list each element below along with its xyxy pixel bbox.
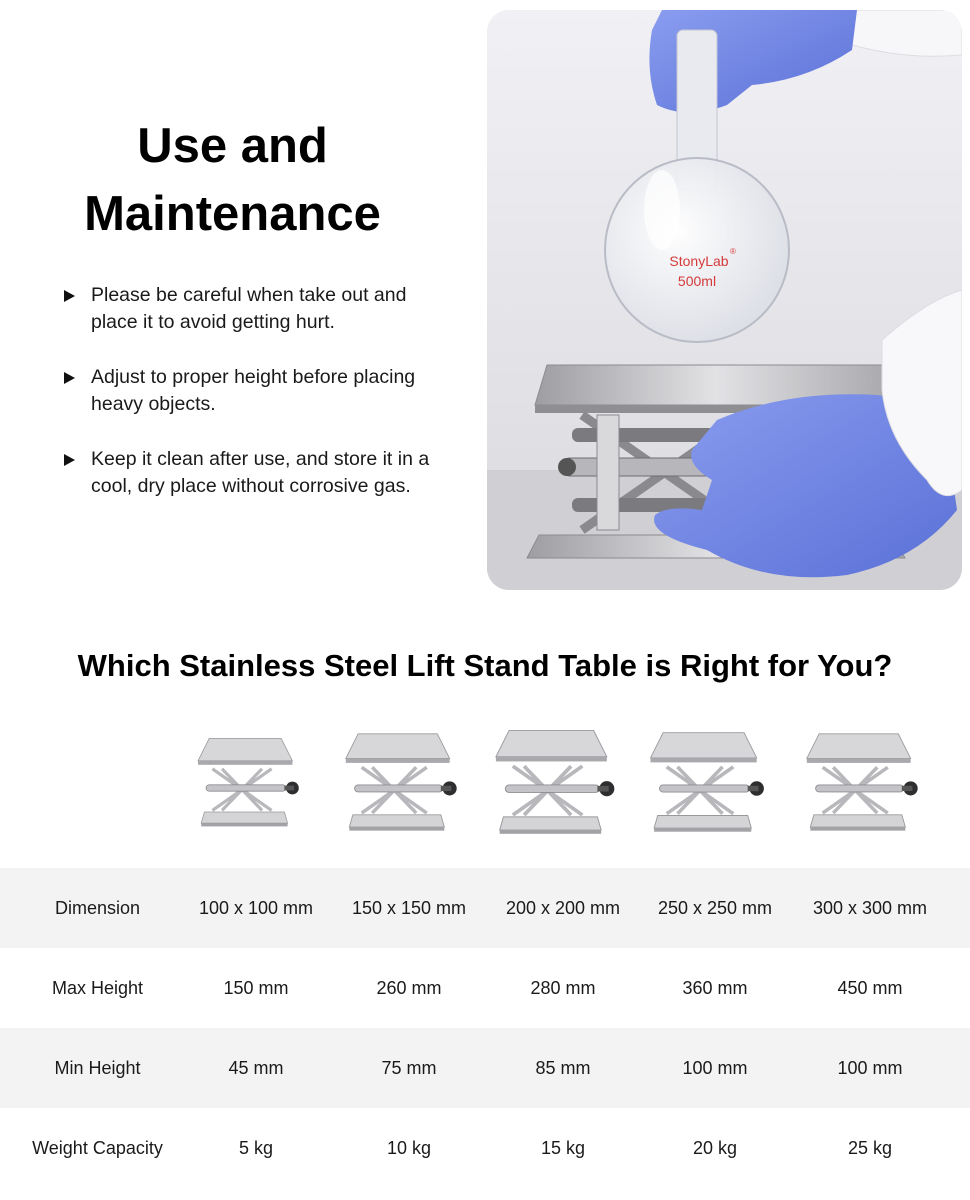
spec-value-cell: 360 mm — [682, 977, 748, 998]
spec-value-cell: 100 mm — [837, 1057, 903, 1078]
title-line-1: Use and — [137, 119, 328, 173]
triangle-bullet-icon — [64, 372, 75, 384]
tip-item — [62, 364, 452, 418]
spec-value-cell: 450 mm — [837, 977, 903, 998]
spec-value-cell: 200 x 200 mm — [505, 897, 621, 918]
spec-value-cell: 100 mm — [682, 1057, 748, 1078]
spec-row-label: Max Height — [51, 977, 144, 998]
spec-value-cell: 250 x 250 mm — [657, 897, 773, 918]
spec-comparison-table — [0, 868, 970, 1188]
tip-item — [62, 446, 452, 500]
spec-value-cell: 25 kg — [847, 1137, 893, 1158]
spec-value-cell: 150 x 150 mm — [351, 897, 467, 918]
spec-value-cell: 45 mm — [228, 1057, 284, 1078]
lab-jack-product-image — [639, 715, 791, 855]
maintenance-tips-list — [62, 282, 452, 500]
lab-jack-product-image — [333, 715, 485, 855]
spec-row — [0, 948, 970, 1028]
spec-value-cell: 75 mm — [381, 1057, 437, 1078]
spec-value-cell: 280 mm — [530, 977, 596, 998]
spec-value-cell: 150 mm — [223, 977, 289, 998]
flask-brand-label: StonyLab — [669, 253, 729, 269]
title-line-2: Maintenance — [84, 187, 381, 241]
spec-row — [0, 1028, 970, 1108]
comparison-title: Which Stainless Steel Lift Stand Table is Right for You? — [77, 648, 893, 683]
lab-jack-product-image — [487, 715, 639, 855]
tip-text: Adjust to proper height before placing heavy objects. — [91, 366, 416, 415]
spec-row — [0, 1108, 970, 1188]
triangle-bullet-icon — [64, 454, 75, 466]
tip-item — [62, 282, 452, 336]
spec-value-cell: 20 kg — [692, 1137, 738, 1158]
triangle-bullet-icon — [64, 290, 75, 302]
spec-value-cell: 10 kg — [386, 1137, 432, 1158]
spec-row-label: Dimension — [54, 897, 141, 918]
spec-value-cell: 260 mm — [376, 977, 442, 998]
spec-row — [0, 868, 970, 948]
spec-value-cell: 100 x 100 mm — [198, 897, 314, 918]
lab-jack-product-image — [180, 715, 332, 855]
spec-value-cell: 300 x 300 mm — [812, 897, 928, 918]
spec-value-cell: 15 kg — [540, 1137, 586, 1158]
tip-text: Keep it clean after use, and store it in a cool, dry place without corrosive gas. — [91, 448, 430, 497]
product-image-row — [0, 715, 970, 855]
spec-value-cell: 85 mm — [535, 1057, 591, 1078]
tip-text: Please be careful when take out and place it to avoid getting hurt. — [91, 284, 407, 333]
spec-row-label: Min Height — [54, 1057, 141, 1078]
flask-volume-label: 500ml — [677, 273, 717, 289]
flask-registered-mark: ® — [730, 247, 736, 256]
product-use-photo — [487, 10, 962, 590]
spec-row-label: Weight Capacity — [32, 1137, 163, 1158]
spec-value-cell: 5 kg — [238, 1137, 274, 1158]
lab-jack-product-image — [794, 715, 946, 855]
section-title — [40, 112, 425, 248]
